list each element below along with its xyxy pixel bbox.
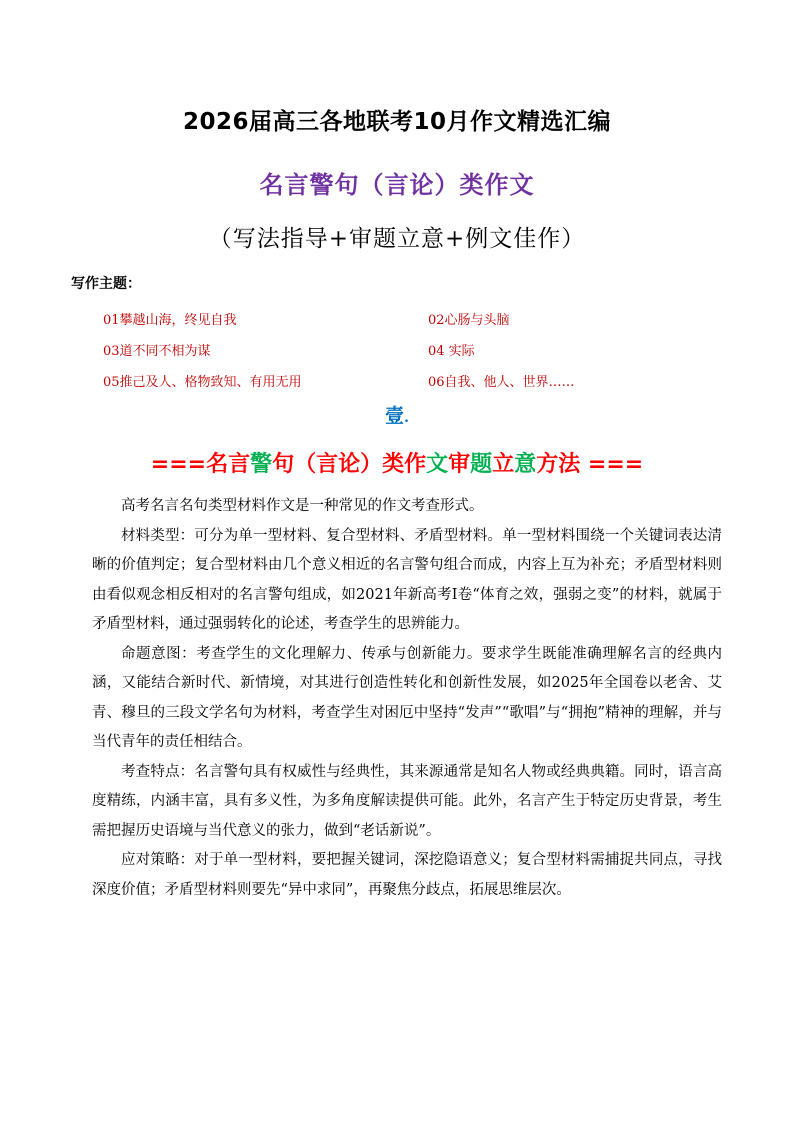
theme-item-05: 05推己及人、格物致知、有用无用 — [103, 375, 302, 390]
theme-item-06: 06自我、他人、世界…… — [428, 375, 575, 390]
body-text — [92, 492, 722, 905]
document-subtitle: 名言警句（言论）类作文 — [259, 171, 535, 199]
section-mark-dot: . — [404, 410, 409, 426]
banner-part: 意 — [514, 452, 537, 477]
section-banner — [0, 447, 794, 478]
body-paragraph-intro: 高考名言名句类型材料作文是一种常见的作文考查形式。 — [121, 498, 484, 514]
section-mark — [0, 401, 794, 428]
theme-item-01: 01攀越山海，终见自我 — [103, 313, 237, 328]
banner-part: 题 — [470, 452, 493, 477]
banner-part: 审 — [448, 452, 471, 477]
theme-item-02: 02心肠与头脑 — [428, 313, 510, 328]
theme-item-03: 03道不同不相为谋 — [103, 344, 211, 359]
body-paragraph-material-types: 材料类型：可分为单一型材料、复合型材料、矛盾型材料。单一型材料围绕一个关键词表达清晰的价值判定；复合型材料由几个意义相近的名言警句组合而成，内容上互为补充；矛盾型材料则由看似观念相反相对的名言警句组成，如2021年新高考Ⅰ卷“体育之效，强弱之变”的材料，就属于矛盾型材料，通过强弱转化的论述，考查学生的思辨能力。 — [92, 527, 722, 632]
theme-item-04: 04 实际 — [428, 344, 475, 359]
document-title: 2026届高三各地联考10月作文精选汇编 — [182, 109, 612, 135]
banner-part: 名言 — [206, 452, 251, 477]
banner-part: 句（言论）类作 — [272, 452, 427, 477]
document-subsubtitle: （写法指导+审题立意+例文佳作） — [208, 226, 586, 252]
banner-prefix: === — [150, 452, 207, 477]
banner-part: 警 — [250, 452, 273, 477]
banner-part: 方法 — [536, 452, 581, 477]
banner-suffix: === — [580, 452, 644, 477]
section-mark-char: 壹 — [385, 405, 405, 427]
body-paragraph-strategy: 应对策略：对于单一型材料，要把握关键词，深挖隐语意义；复合型材料需捕捉共同点，寻找深度价值；矛盾型材料则要先“异中求同”，再聚焦分歧点，拓展思维层次。 — [92, 852, 722, 898]
body-paragraph-features: 考查特点：名言警句具有权威性与经典性，其来源通常是知名人物或经典典籍。同时，语言高度精练，内涵丰富，具有多义性，为多角度解读提供可能。此外，名言产生于特定历史背景，考生需把握历史语境与当代意义的张力，做到“老话新说”。 — [92, 763, 722, 839]
themes-label: 写作主题： — [71, 276, 141, 292]
banner-part: 立 — [492, 452, 515, 477]
body-paragraph-intent: 命题意图：考查学生的文化理解力、传承与创新能力。要求学生既能准确理解名言的经典内涵，又能结合新时代、新情境，对其进行创造性转化和创新性发展，如2025年全国卷以老舍、艾青、穆旦的三段文学名句为材料，考查学生对困厄中坚持“发声”“歌唱”与“拥抱”精神的理解，并与当代青年的责任相结合。 — [92, 645, 722, 750]
banner-part: 文 — [426, 452, 449, 477]
